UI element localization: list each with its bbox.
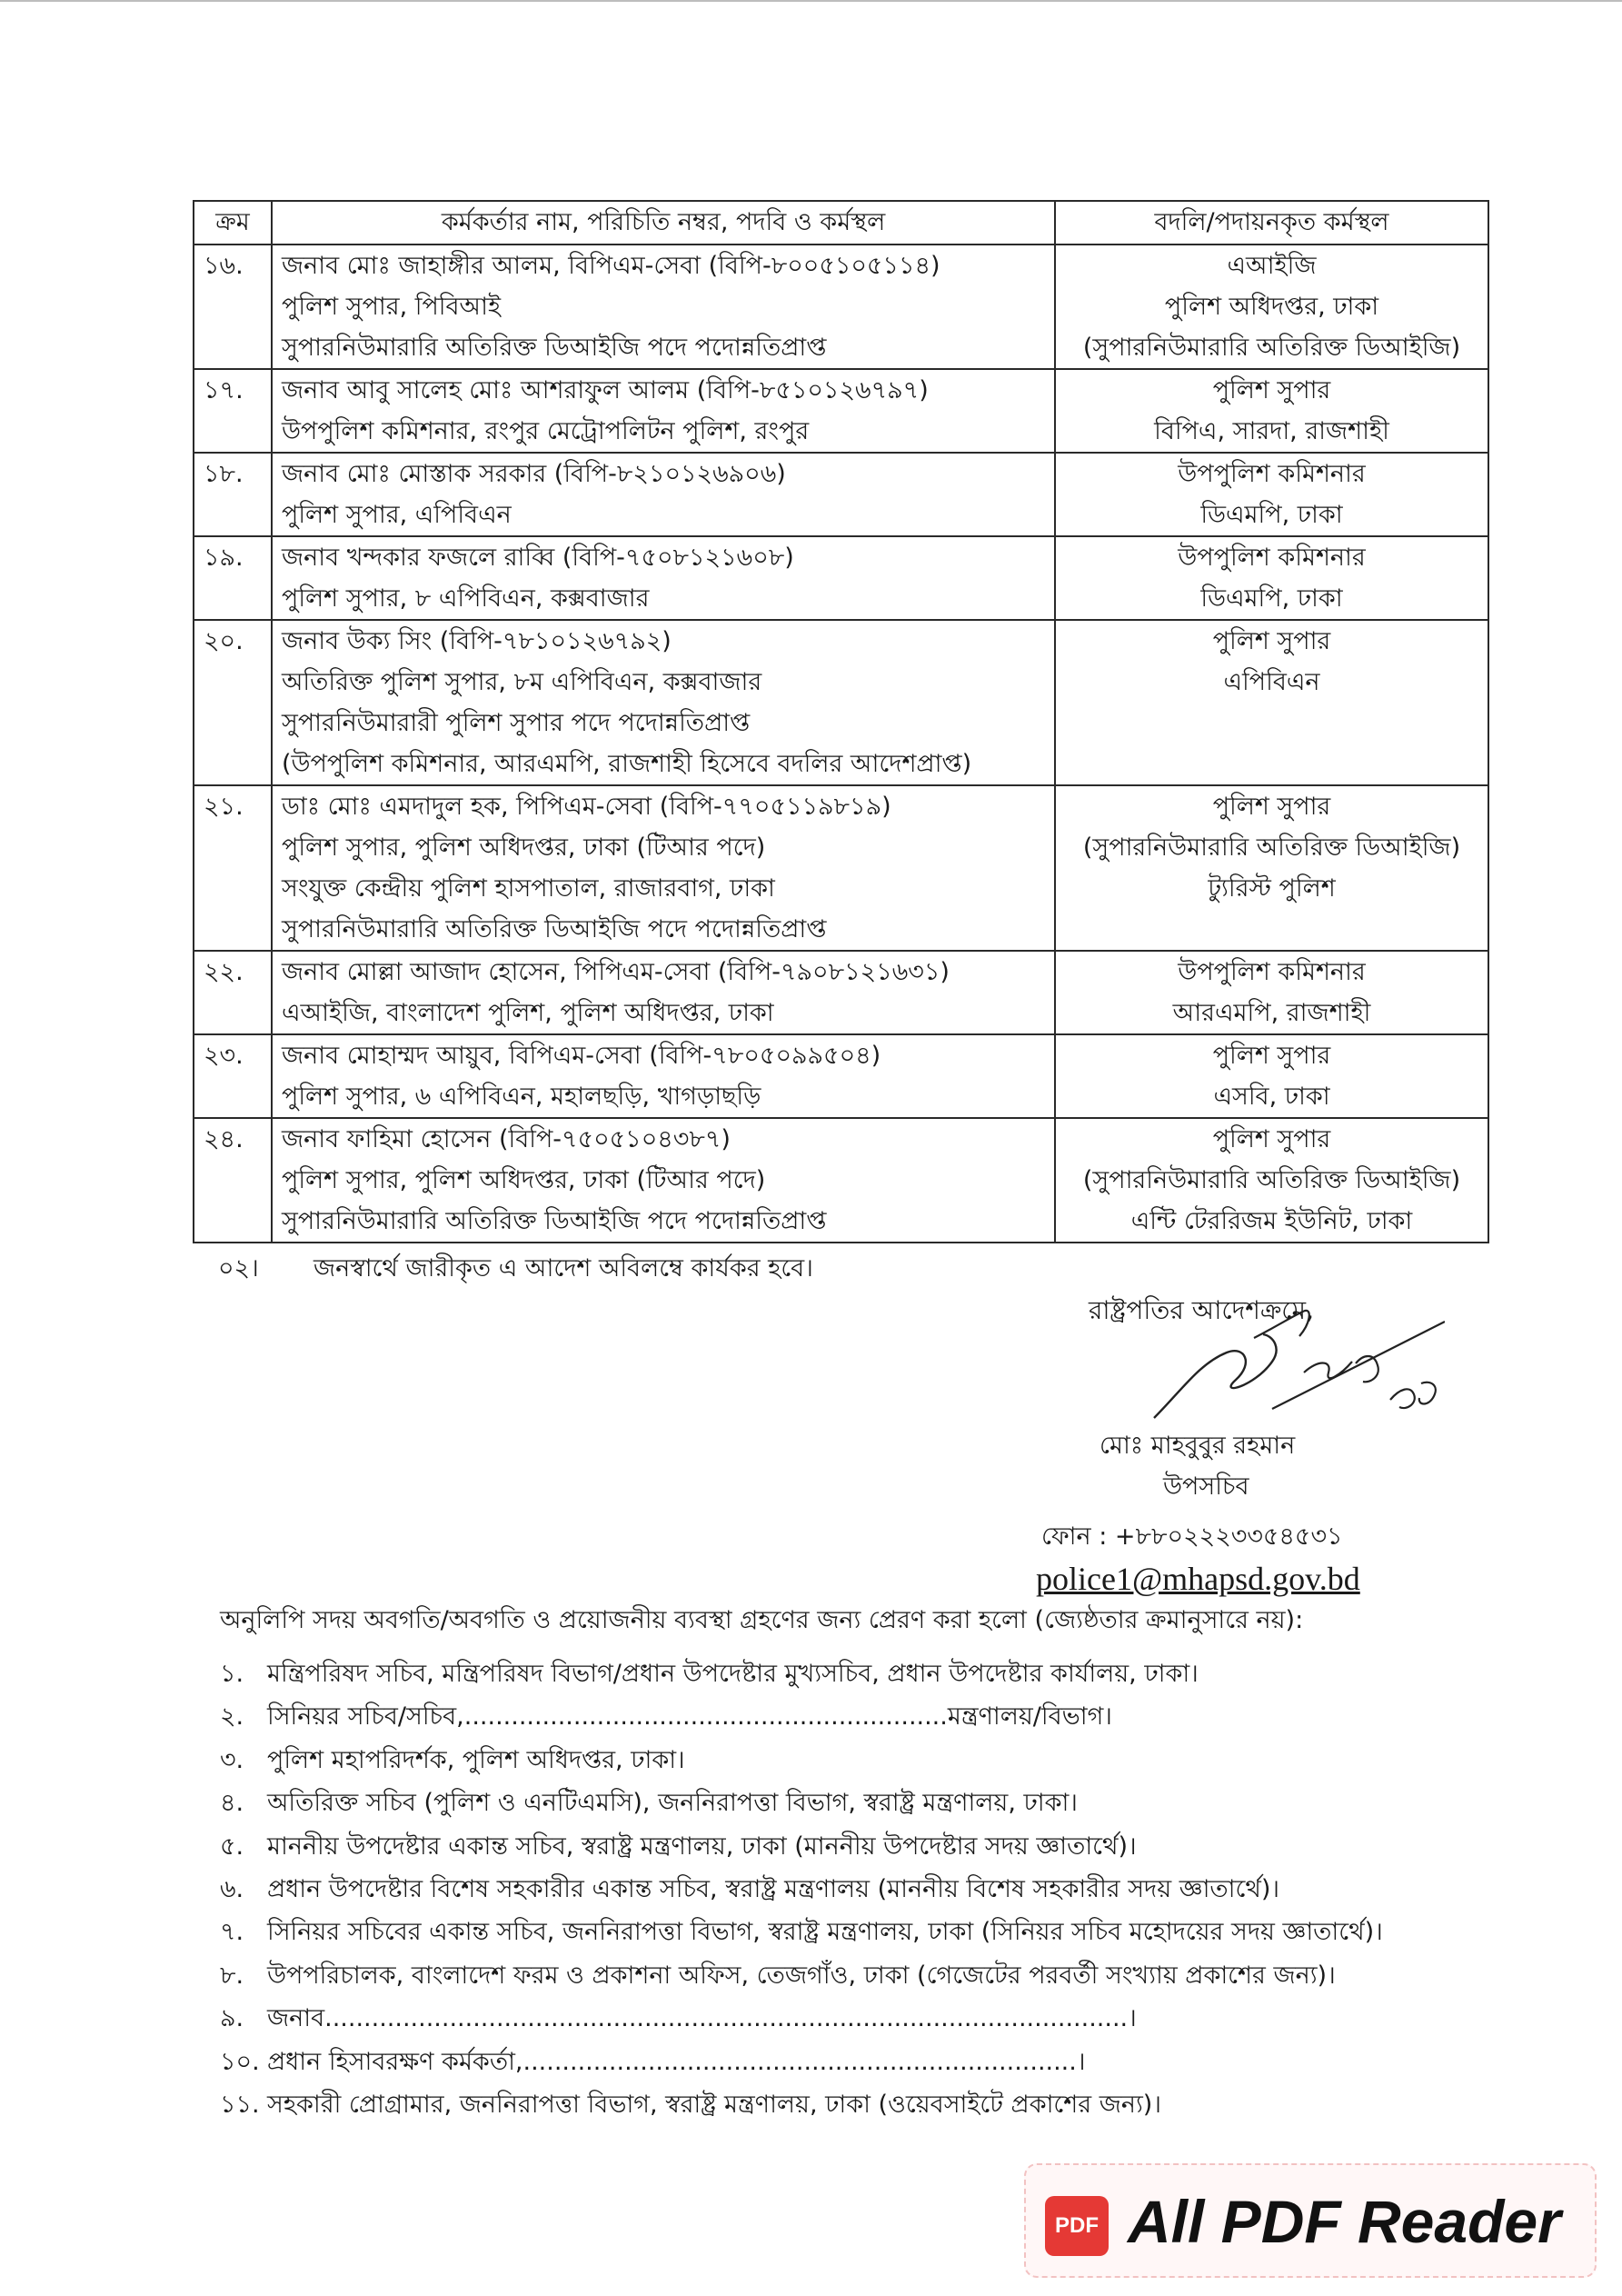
app-name-label: All PDF Reader — [1128, 2188, 1561, 2255]
copy-list-item — [220, 2083, 1492, 2126]
row-destination — [1055, 951, 1488, 1034]
destination-line: পুলিশ সুপার — [1212, 793, 1331, 821]
row-serial: ১৭. — [194, 369, 272, 453]
signatory-phone: ফোন : +৮৮০২২২৩৩৫৪৫৩১ — [1041, 1522, 1343, 1551]
officer-line: সংযুক্ত কেন্দ্রীয় পুলিশ হাসপাতাল, রাজারবাগ, ঢাকা — [282, 874, 775, 903]
copy-intro: অনুলিপি সদয় অবগতি/অবগতি ও প্রয়োজনীয় ব্যবস্থা গ্রহণের জন্য প্রেরণ করা হলো (জ্যেষ্ঠতার ক্রমানুসারে নয়): — [220, 1606, 1304, 1634]
row-serial: ১৬. — [194, 245, 272, 369]
copy-item-text: প্রধান উপদেষ্টার বিশেষ সহকারীর একান্ত সচিব, স্বরাষ্ট্র মন্ত্রণালয় (মাননীয় বিশেষ সহকারীর সদয় জ্ঞাতার্থে)। — [267, 1875, 1280, 1904]
row-serial: ১৯. — [194, 536, 272, 620]
copy-item-number: ১. — [220, 1660, 244, 1688]
table-row — [194, 453, 1488, 536]
officer-line: পুলিশ সুপার, পিবিআই — [282, 293, 502, 321]
copy-list-item — [220, 1868, 1492, 1911]
row-serial: ২০. — [194, 620, 272, 785]
table-row — [194, 785, 1488, 951]
officer-line: ডাঃ মোঃ এমদাদুল হক, পিপিএম-সেবা (বিপি-৭৭০৫১১৯৮১৯) — [282, 793, 891, 821]
copy-item-text: সিনিয়র সচিবের একান্ত সচিব, জননিরাপত্তা বিভাগ, স্বরাষ্ট্র মন্ত্রণালয়, ঢাকা (সিনিয়র সচিব মহোদয়ের সদয় জ্ঞাতার্থে)। — [267, 1918, 1383, 1947]
copy-list-item — [220, 1911, 1492, 1953]
signatory-name: মোঃ মাহবুবুর রহমান — [1100, 1432, 1296, 1460]
officer-line: পুলিশ সুপার, ৬ এপিবিএন, মহালছড়ি, খাগড়াছড়ি — [282, 1083, 761, 1111]
signatory-designation: উপসচিব — [1163, 1472, 1249, 1501]
officer-line: সুপারনিউমারারী পুলিশ সুপার পদে পদোন্নতিপ্রাপ্ত — [282, 709, 751, 737]
copy-item-text: মন্ত্রিপরিষদ সচিব, মন্ত্রিপরিষদ বিভাগ/প্রধান উপদেষ্টার মুখ্যসচিব, প্রধান উপদেষ্টার কার্যালয়, ঢাকা। — [267, 1660, 1199, 1688]
destination-line: পুলিশ সুপার — [1212, 1125, 1331, 1153]
officer-line: সুপারনিউমারারি অতিরিক্ত ডিআইজি পদে পদোন্নতিপ্রাপ্ত — [282, 334, 827, 362]
pdf-icon: PDF — [1045, 2196, 1109, 2256]
row-destination — [1055, 536, 1488, 620]
table-row — [194, 1034, 1488, 1118]
destination-line: এন্টি টেররিজম ইউনিট, ঢাকা — [1130, 1207, 1413, 1235]
copy-item-text: জনাব.......................................................................................................। — [267, 2004, 1137, 2033]
header-destination: বদলি/পদায়নকৃত কর্মস্থল — [1055, 201, 1488, 245]
row-officer — [272, 245, 1055, 369]
order-note-number: ০২। — [218, 1254, 259, 1283]
destination-line: (সুপারনিউমারারি অতিরিক্ত ডিআইজি) — [1082, 834, 1461, 862]
table-row — [194, 620, 1488, 785]
destination-line: পুলিশ সুপার — [1212, 627, 1331, 655]
copy-list — [220, 1652, 1492, 2126]
table-row — [194, 245, 1488, 369]
officer-line: অতিরিক্ত পুলিশ সুপার, ৮ম এপিবিএন, কক্সবাজার — [282, 668, 762, 696]
row-officer — [272, 536, 1055, 620]
copy-item-number: ২. — [220, 1702, 244, 1732]
row-destination — [1055, 453, 1488, 536]
officer-line: জনাব মোল্লা আজাদ হোসেন, পিপিএম-সেবা (বিপি-৭৯০৮১২১৬৩১) — [282, 958, 950, 986]
destination-line: এপিবিএন — [1223, 668, 1320, 696]
officer-line: সুপারনিউমারারি অতিরিক্ত ডিআইজি পদে পদোন্নতিপ্রাপ্ত — [282, 915, 827, 943]
destination-line: ডিএমপি, ঢাকা — [1200, 584, 1343, 613]
row-destination — [1055, 620, 1488, 785]
officer-line: উপপুলিশ কমিশনার, রংপুর মেট্রোপলিটন পুলিশ, রংপুর — [282, 417, 810, 445]
row-officer — [272, 620, 1055, 785]
row-officer — [272, 1118, 1055, 1243]
copy-item-number: ৩. — [220, 1745, 244, 1774]
row-officer — [272, 951, 1055, 1034]
copy-item-text: প্রধান হিসাবরক্ষণ কর্মকর্তা,.......................................................................। — [267, 2047, 1086, 2076]
destination-line: ট্যুরিস্ট পুলিশ — [1208, 874, 1336, 903]
destination-line: (সুপারনিউমারারি অতিরিক্ত ডিআইজি) — [1082, 334, 1461, 362]
officer-line: সুপারনিউমারারি অতিরিক্ত ডিআইজি পদে পদোন্নতিপ্রাপ্ত — [282, 1207, 827, 1235]
copy-item-number: ৮. — [220, 1961, 244, 1990]
copy-item-text: সিনিয়র সচিব/সচিব,..............................................................মন্ত্রণালয়/বিভাগ। — [267, 1702, 1112, 1732]
destination-line: এসবি, ঢাকা — [1213, 1083, 1330, 1111]
copy-item-number: ৯. — [220, 2004, 244, 2033]
officer-line: পুলিশ সুপার, এপিবিএন — [282, 501, 512, 529]
order-by-president: রাষ্ট্রপতির আদেশক্রমে, — [1089, 1295, 1314, 1325]
destination-line: আরএমপি, রাজশাহী — [1172, 999, 1371, 1027]
order-note — [218, 1250, 813, 1291]
row-officer — [272, 785, 1055, 951]
row-destination — [1055, 245, 1488, 369]
copy-list-item — [220, 1695, 1492, 1738]
copy-item-text: সহকারী প্রোগ্রামার, জননিরাপত্তা বিভাগ, স্বরাষ্ট্র মন্ত্রণালয়, ঢাকা (ওয়েবসাইটে প্রকাশের জন্য)। — [267, 2091, 1161, 2120]
officer-line: পুলিশ সুপার, ৮ এপিবিএন, কক্সবাজার — [282, 584, 650, 613]
row-officer — [272, 369, 1055, 453]
row-serial: ২২. — [194, 951, 272, 1034]
destination-line: ডিএমপি, ঢাকা — [1200, 501, 1343, 529]
destination-line: পুলিশ সুপার — [1212, 376, 1331, 404]
officer-line: জনাব মোঃ মোস্তাক সরকার (বিপি-৮২১০১২৬৯০৬) — [282, 460, 786, 488]
copy-item-text: মাননীয় উপদেষ্টার একান্ত সচিব, স্বরাষ্ট্র মন্ত্রণালয়, ঢাকা (মাননীয় উপদেষ্টার সদয় জ্ঞাতার্থে)। — [267, 1832, 1137, 1861]
copy-item-number: ১০. — [220, 2047, 260, 2076]
row-destination — [1055, 369, 1488, 453]
page-top-rule — [0, 0, 1622, 2]
table-row — [194, 536, 1488, 620]
copy-list-item — [220, 1652, 1492, 1695]
officer-line: (উপপুলিশ কমিশনার, আরএমপি, রাজশাহী হিসেবে বদলির আদেশপ্রাপ্ত) — [282, 750, 972, 778]
officer-line: পুলিশ সুপার, পুলিশ অধিদপ্তর, ঢাকা (টিআর পদে) — [282, 834, 766, 862]
row-serial: ২৩. — [194, 1034, 272, 1118]
officer-line: জনাব উক্য সিং (বিপি-৭৮১০১২৬৭৯২) — [282, 627, 672, 655]
order-note-text: জনস্বার্থে জারীকৃত এ আদেশ অবিলম্বে কার্যকর হবে। — [313, 1254, 813, 1283]
officer-line: জনাব খন্দকার ফজলে রাব্বি (বিপি-৭৫০৮১২১৬০৮) — [282, 544, 794, 572]
app-watermark-badge[interactable] — [1024, 2163, 1597, 2278]
copy-list-item — [220, 1825, 1492, 1868]
copy-item-number: ১১. — [220, 2091, 260, 2120]
table-row — [194, 369, 1488, 453]
officer-line: জনাব মোহাম্মদ আয়ুব, বিপিএম-সেবা (বিপি-৭৮০৫০৯৯৫০৪) — [282, 1042, 881, 1070]
signatory-email-link[interactable]: police1@mhapsd.gov.bd — [1036, 1561, 1360, 1597]
destination-line: বিপিএ, সারদা, রাজশাহী — [1154, 417, 1389, 445]
destination-line: (সুপারনিউমারারি অতিরিক্ত ডিআইজি) — [1082, 1166, 1461, 1194]
copy-item-text: পুলিশ মহাপরিদর্শক, পুলিশ অধিদপ্তর, ঢাকা। — [267, 1745, 685, 1774]
table-row — [194, 1118, 1488, 1243]
row-serial: ১৮. — [194, 453, 272, 536]
table-row — [194, 951, 1488, 1034]
handwritten-signature — [1118, 1309, 1445, 1436]
copy-list-item — [220, 1997, 1492, 2040]
row-serial: ২১. — [194, 785, 272, 951]
officer-line: জনাব মোঃ জাহাঙ্গীর আলম, বিপিএম-সেবা (বিপি-৮০০৫১০৫১১৪) — [282, 252, 940, 280]
copy-item-text: উপপরিচালক, বাংলাদেশ ফরম ও প্রকাশনা অফিস, তেজগাঁও, ঢাকা (গেজেটের পরবর্তী সংখ্যায় প্রকাশের জন্য)। — [267, 1961, 1336, 1990]
header-serial: ক্রম — [194, 201, 272, 245]
posting-table-body — [194, 245, 1488, 1243]
destination-line: উপপুলিশ কমিশনার — [1178, 958, 1366, 986]
copy-list-item — [220, 2041, 1492, 2083]
destination-line: এআইজি — [1227, 252, 1317, 280]
row-officer — [272, 1034, 1055, 1118]
row-destination — [1055, 1034, 1488, 1118]
copy-item-number: ৫. — [220, 1832, 244, 1861]
officer-line: পুলিশ সুপার, পুলিশ অধিদপ্তর, ঢাকা (টিআর পদে) — [282, 1166, 766, 1194]
table-header-row — [194, 201, 1488, 245]
copy-item-text: অতিরিক্ত সচিব (পুলিশ ও এনটিএমসি), জননিরাপত্তা বিভাগ, স্বরাষ্ট্র মন্ত্রণালয়, ঢাকা। — [267, 1789, 1078, 1818]
copy-item-number: ৬. — [220, 1875, 244, 1904]
officer-line: জনাব আবু সালেহ মোঃ আশরাফুল আলম (বিপি-৮৫১০১২৬৭৯৭) — [282, 376, 929, 404]
row-destination — [1055, 785, 1488, 951]
copy-list-item — [220, 1782, 1492, 1824]
officer-line: এআইজি, বাংলাদেশ পুলিশ, পুলিশ অধিদপ্তর, ঢাকা — [282, 999, 774, 1027]
destination-line: উপপুলিশ কমিশনার — [1178, 544, 1366, 572]
copy-list-item — [220, 1739, 1492, 1782]
posting-table — [193, 200, 1489, 1243]
copy-item-number: ৪. — [220, 1789, 244, 1818]
row-officer — [272, 453, 1055, 536]
row-destination — [1055, 1118, 1488, 1243]
destination-line: পুলিশ সুপার — [1212, 1042, 1331, 1070]
destination-line: উপপুলিশ কমিশনার — [1178, 460, 1366, 488]
header-officer: কর্মকর্তার নাম, পরিচিতি নম্বর, পদবি ও কর্মস্থল — [272, 201, 1055, 245]
destination-line: পুলিশ অধিদপ্তর, ঢাকা — [1164, 293, 1379, 321]
copy-item-number: ৭. — [220, 1918, 244, 1947]
officer-line: জনাব ফাহিমা হোসেন (বিপি-৭৫০৫১০৪৩৮৭) — [282, 1125, 731, 1153]
copy-list-item — [220, 1954, 1492, 1997]
row-serial: ২৪. — [194, 1118, 272, 1243]
